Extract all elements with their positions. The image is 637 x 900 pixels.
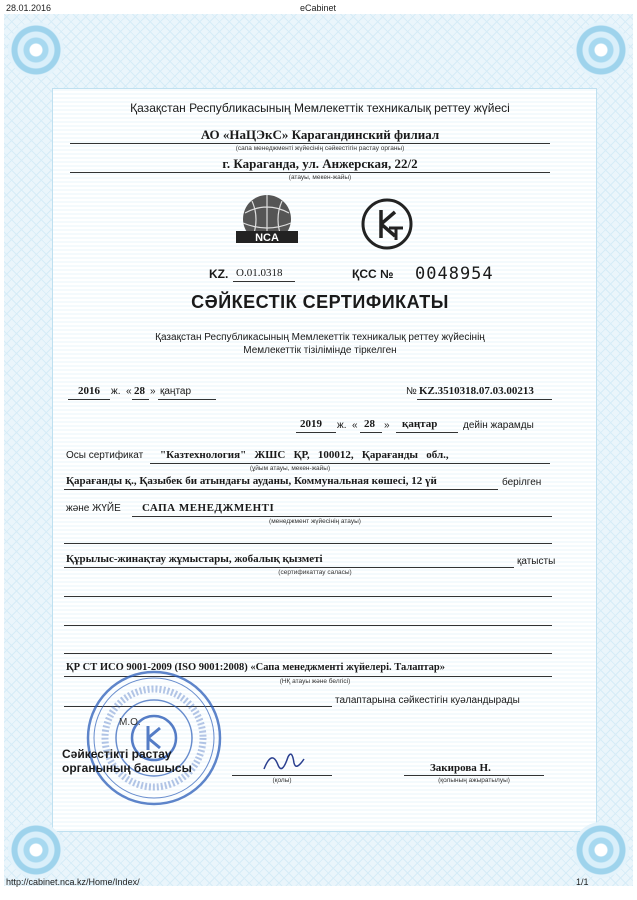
issue-day: 28	[134, 385, 145, 397]
underline	[150, 463, 550, 464]
quote-close: »	[384, 420, 390, 431]
page-url[interactable]: http://cabinet.nca.kz/Home/Index/	[6, 877, 140, 887]
reg-number: KZ.3510318.07.03.00213	[419, 385, 534, 397]
scope-text: Құрылыс-жинақтау жұмыстары, жобалық қызметі	[66, 553, 323, 565]
kz-prefix: KZ.	[209, 267, 229, 281]
underline	[68, 399, 110, 400]
serial-number: 0048954	[415, 264, 494, 284]
underline	[70, 172, 550, 173]
underline	[64, 625, 552, 626]
kz-number: О.01.0318	[236, 267, 283, 279]
underline	[360, 432, 382, 433]
underline	[64, 543, 552, 544]
underline	[296, 432, 336, 433]
certificate-title: СӘЙКЕСТІК СЕРТИФИКАТЫ	[191, 292, 449, 312]
corner-ornament	[573, 22, 629, 78]
underline	[396, 432, 458, 433]
registry-line-2: Мемлекеттік тізілімінде тіркелген	[243, 345, 397, 356]
quote-close: »	[150, 386, 156, 397]
registry-line-1: Қазақстан Республикасының Мемлекеттік техникалық реттеу жүйесінің	[155, 332, 485, 343]
signature	[258, 745, 308, 777]
conformity-text: талаптарына сәйкестігін куәландырады	[335, 695, 520, 706]
corner-ornament	[573, 822, 629, 878]
stamp-mo: М.О.	[119, 717, 141, 728]
system-name: САПА МЕНЕДЖМЕНТІ	[142, 502, 275, 514]
scope-suffix: қатысты	[517, 556, 556, 567]
kst-logo	[359, 196, 415, 252]
valid-year-suffix: ж.	[337, 420, 347, 431]
print-date: 28.01.2016	[6, 3, 52, 13]
system-prefix: және ЖҮЙЕ	[66, 503, 121, 514]
logo-text: NCA	[255, 232, 279, 244]
official-stamp	[84, 668, 224, 808]
valid-year: 2019	[300, 418, 322, 430]
quote-open: «	[126, 386, 132, 397]
signatory-name: Закирова Н.	[430, 762, 491, 774]
issue-year: 2016	[78, 385, 100, 397]
holder-caption: (ұйым атауы, мекен-жайы)	[249, 465, 331, 472]
corner-ornament	[8, 22, 64, 78]
corner-ornament	[8, 822, 64, 878]
holder-line-2: Қарағанды қ., Қазыбек би атындағы ауданы, Коммунальная көшесі, 12 үй	[66, 475, 437, 487]
valid-until-label: дейін жарамды	[463, 420, 534, 431]
issue-year-suffix: ж.	[111, 386, 121, 397]
underline	[64, 567, 514, 568]
standard-caption: (НҚ атауы және белгісі)	[279, 678, 351, 685]
holder-line-1: "Казтехнология" ЖШС ҚР, 100012, Қарағанды обл.,	[160, 449, 449, 461]
body-address: г. Караганда, ул. Анжерская, 22/2	[222, 156, 418, 171]
reg-no-label: №	[406, 386, 417, 397]
issued-to-label: Осы сертификат	[66, 450, 144, 461]
address-caption: (атауы, мекен-жайы)	[288, 174, 352, 181]
underline	[232, 775, 332, 776]
underline	[132, 516, 552, 517]
underline	[64, 489, 498, 490]
underline	[64, 653, 552, 654]
underline	[64, 596, 552, 597]
issued-label: берілген	[502, 477, 542, 488]
system-caption: (менеджмент жүйесінің атауы)	[269, 518, 361, 525]
page-title: eCabinet	[300, 3, 337, 13]
valid-month: қаңтар	[402, 418, 438, 430]
quote-open: «	[352, 420, 358, 431]
valid-day: 28	[364, 418, 375, 430]
underline	[233, 281, 295, 282]
signatory-caption: (қолының ажыратылуы)	[438, 777, 510, 784]
head-label-line-1: Сәйкестікті растау	[62, 747, 172, 761]
body-name: АО «НаЦЭкС» Карагандинский филиал	[200, 127, 440, 142]
head-label-line-2: органының басшысы	[62, 761, 192, 775]
underline	[132, 399, 149, 400]
kss-label: ҚСС №	[352, 267, 394, 281]
nca-globe-logo	[230, 193, 304, 253]
signature-caption: (қолы)	[272, 777, 292, 784]
underline	[417, 399, 552, 400]
system-heading: Қазақстан Республикасының Мемлекеттік техникалық реттеу жүйесі	[130, 101, 510, 115]
underline	[70, 143, 550, 144]
scope-caption: (сертификаттау саласы)	[278, 569, 352, 576]
underline	[158, 399, 216, 400]
page-number: 1/1	[576, 877, 589, 887]
body-caption: (сапа менеджменті жүйесінің сәйкестігін растау органы)	[235, 145, 405, 152]
underline	[404, 775, 544, 776]
issue-month: қаңтар	[160, 386, 192, 397]
standard-text: ҚР СТ ИСО 9001-2009 (ISO 9001:2008) «Сапа менеджменті жүйелері. Талаптар»	[66, 662, 445, 673]
